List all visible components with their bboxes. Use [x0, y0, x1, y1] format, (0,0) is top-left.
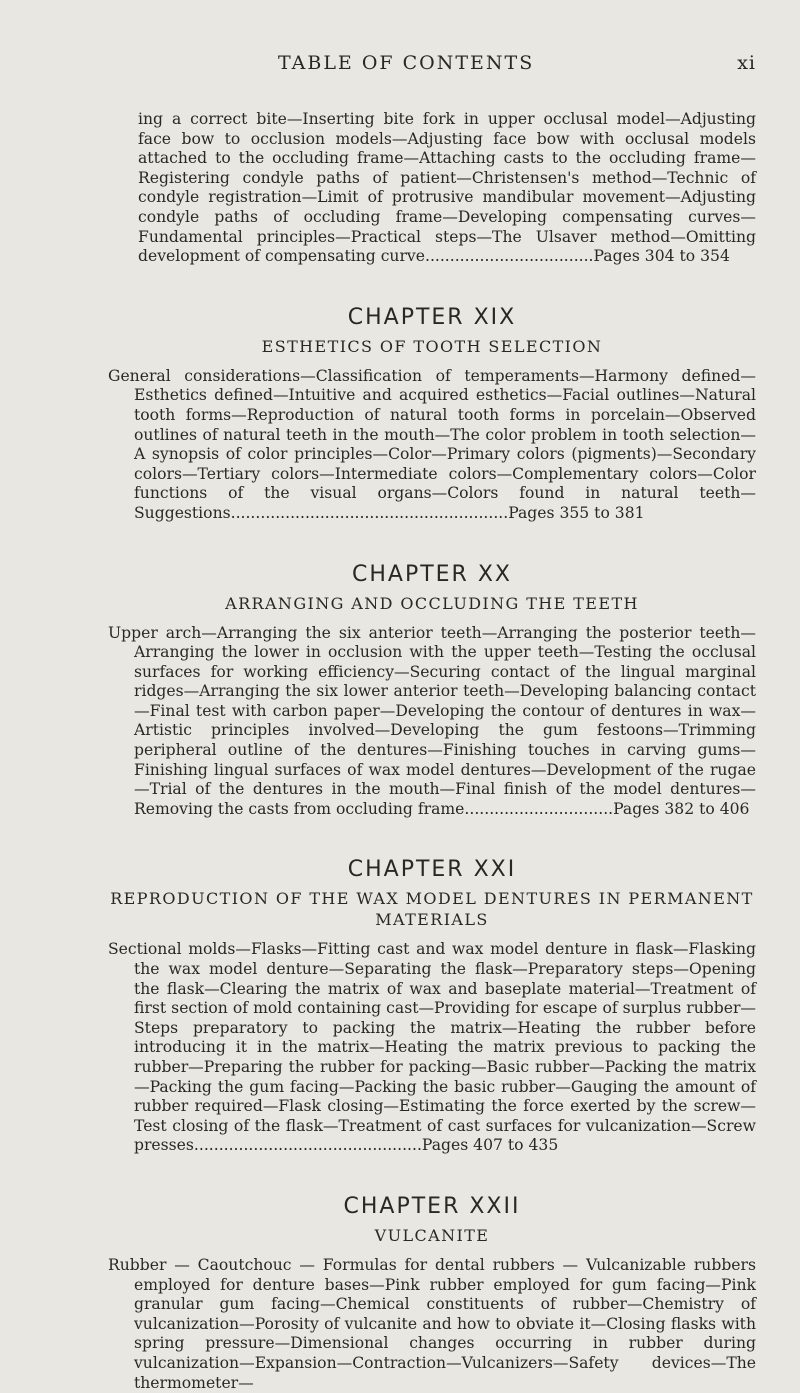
chapter-subtitle-19: ESTHETICS OF TOOTH SELECTION: [261, 336, 603, 356]
chapter-subtitle-22: VULCANITE: [374, 1225, 490, 1245]
running-head: [108, 0, 756, 74]
entry-text: Rubber — Caoutchouc — Formulas for dental rubbers — Vulcanizable rubbers employed for denture bases—Pink rubber employed for gum facing—Pink granular gum facing—Chemical constituents of rubber—Chemistry of vulcanization—Porosity of vulcanite and how to obviate it—Closing flasks with spring pressure—Dimensional changes occurring in rubber during vulcanization—Expansion—Contraction—Vulcanizers—Safety devices—The thermometer—: [108, 1255, 756, 1392]
chapter-heading-20: CHAPTER XX: [352, 561, 512, 587]
entry-pages: ..............................................Pages 407 to 435: [193, 1136, 559, 1155]
entry-text: General considerations—Classification of temperaments—Harmony defined—Esthetics defined—Intuitive and acquired esthetics—Facial outlines—Natural tooth forms—Reproduction of natural tooth forms in porcelain—Observed outlines of natural teeth in the mouth—The color problem in tooth selection—A synopsis of color principles—Color—Primary colors (pigments)—Secondary colors—Tertiary colors—Intermediate colors—Complementary colors—Color functions of the visual organs—Colors found in natural teeth—Suggestions......: [108, 366, 756, 522]
chapter-entry-19: [108, 367, 756, 524]
chapter-entry-22: [108, 1256, 756, 1393]
chapter-heading-22: CHAPTER XXII: [343, 1193, 521, 1219]
entry-text: ing a correct bite—Inserting bite fork in upper occlusal model—Adjusting face bow to occlusion models—Adjusting face bow with occlusal models attached to the occluding frame—Attaching casts to the occluding frame—Registering condyle paths of patient—Christensen's method—Technic of condyle registration—Limit of protrusive mandibular movement—Adjusting condyle paths of occluding frame—Developing compensating curves—Fundamental principles—Practical steps—The Ulsaver method—Omitting development of compensating curve: [138, 110, 756, 266]
chapter-subtitle-20: ARRANGING AND OCCLUDING THE TEETH: [225, 593, 639, 613]
page-number: xi: [737, 52, 756, 74]
running-title: TABLE OF CONTENTS: [278, 52, 535, 74]
chapter-heading-21: CHAPTER XXI: [347, 857, 517, 883]
chapter-entry-20: [108, 624, 756, 820]
entry-pages: ..................................Pages 304 to 354: [424, 247, 730, 266]
entry-text: Sectional molds—Flasks—Fitting cast and wax model denture in flask—Flasking the wax model denture—Separating the flask—Preparatory steps—Opening the flask—Clearing the matrix of wax and baseplate material—Treatment of first section of mold containing cast—Providing for escape of surplus rubber—Steps preparatory to packing the matrix—Heating the rubber before introducing it in the matrix—Heating the matrix previous to packing the rubber—Preparing the rubber for packing—Basic rubber—Packing the matrix—Packing the gum facing—Packing the basic rubber—Gauging the amount of rubber required—Flask closing—Estimating the force exerted by the screw—Test closing of the flask—Treatment of cast surfaces for vulcanization—Screw presses: [108, 940, 756, 1155]
continuation-entry: [108, 110, 756, 267]
entry-text: Upper arch—Arranging the six anterior teeth—Arranging the posterior teeth—Arranging the lower in occlusion with the upper teeth—Testing the occlusal surfaces for working efficiency—Securing contact of the lingual marginal ridges—Arranging the six lower anterior teeth—Developing balancing contact—Final test with carbon paper—Developing the contour of dentures in wax—Artistic principles involved—Developing the gum festoons—Trimming peripheral outline of the dentures—Finishing touches in carving gums—Finishing lingual surfaces of wax model dentures—Development of the rugae—Trial of the dentures in the mouth—Final finish of the model dentures—Removing the casts from occluding frame: [108, 623, 756, 818]
entry-pages: ..............................Pages 382 to 406: [464, 799, 750, 818]
chapter-heading-19: CHAPTER XIX: [347, 304, 517, 330]
chapter-subtitle-21: REPRODUCTION OF THE WAX MODEL DENTURES IN PERMANENT MATERIALS: [110, 889, 754, 930]
chapter-entry-21: [108, 940, 756, 1156]
entry-pages: ..................................................Pages 355 to 381: [260, 503, 645, 522]
